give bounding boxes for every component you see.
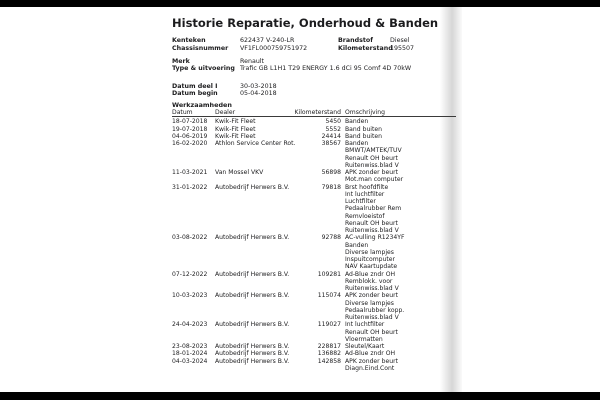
cell-kilometerstand: 228817 bbox=[317, 343, 341, 350]
cell-kilometerstand: 5450 bbox=[325, 118, 341, 126]
table-row bbox=[172, 169, 456, 184]
cell-kilometerstand: 38567 bbox=[321, 140, 341, 147]
omschrijving-line: Luchtfilter bbox=[345, 198, 376, 205]
table-row bbox=[172, 292, 456, 321]
cell-datum: 11-03-2021 bbox=[172, 169, 208, 176]
datum-deel1-label: Datum deel I bbox=[172, 83, 218, 90]
letterbox-top-bar bbox=[0, 0, 600, 7]
omschrijving-line: Pedaalrubber Rem bbox=[345, 205, 402, 213]
omschrijving-line: APK zonder beurt bbox=[345, 169, 398, 176]
omschrijving-line: Sleutel/Kaart bbox=[345, 343, 385, 350]
werkzaamheden-table bbox=[172, 109, 456, 372]
cell-kilometerstand: 92788 bbox=[321, 234, 341, 242]
cell-kilometerstand: 109281 bbox=[317, 270, 341, 278]
table-row bbox=[172, 358, 456, 373]
omschrijving-line: Diagn.Eind.Cont bbox=[345, 364, 395, 372]
cell-omschrijving bbox=[341, 292, 456, 321]
table-row bbox=[172, 140, 456, 169]
cell-datum: 10-03-2023 bbox=[172, 292, 208, 300]
table-row bbox=[172, 126, 456, 133]
cell-datum: 31-01-2022 bbox=[172, 183, 208, 191]
cell-omschrijving bbox=[341, 321, 456, 343]
omschrijving-line: Int luchtfilter bbox=[345, 190, 385, 198]
cell-omschrijving bbox=[341, 133, 456, 140]
cell-dealer: Autobedrijf Herwers B.V. bbox=[215, 292, 290, 300]
omschrijving-line: NAV Kaartupdate bbox=[345, 263, 398, 271]
omschrijving-line: Ruitenwiss.blad V bbox=[345, 227, 399, 234]
omschrijving-line: AC-vulling R1234YF bbox=[345, 234, 405, 242]
cell-omschrijving bbox=[341, 358, 456, 373]
cell-omschrijving bbox=[341, 126, 456, 133]
table-row bbox=[172, 234, 456, 270]
omschrijving-line: Diverse lampjes bbox=[345, 248, 394, 256]
cell-kilometerstand: 5552 bbox=[325, 125, 341, 133]
omschrijving-line: Int luchtfilter bbox=[345, 321, 385, 329]
col-header-kilometerstand: Kilometerstand bbox=[294, 109, 341, 116]
cell-dealer: Kwik-Fit Fleet bbox=[215, 125, 256, 133]
table-row bbox=[172, 184, 456, 235]
cell-omschrijving bbox=[341, 271, 456, 293]
omschrijving-line: Pedaalrubber kopp. bbox=[345, 306, 405, 314]
table-row bbox=[172, 321, 456, 343]
col-header-datum: Datum bbox=[172, 109, 193, 116]
omschrijving-line: BMWT/AMTEK/TUV bbox=[345, 147, 402, 155]
cell-dealer: Autobedrijf Herwers B.V. bbox=[215, 321, 290, 329]
table-row bbox=[172, 118, 456, 125]
omschrijving-line: Mot.man computer bbox=[345, 176, 404, 184]
cell-omschrijving bbox=[341, 118, 456, 125]
omschrijving-line: Ad-Blue zndr OH bbox=[345, 270, 396, 278]
table-body bbox=[172, 118, 456, 372]
page-title: Historie Reparatie, Onderhoud & Banden bbox=[172, 16, 439, 30]
cell-kilometerstand: 56898 bbox=[321, 169, 341, 176]
omschrijving-line: Banden bbox=[345, 118, 369, 126]
chassisnummer-label: Chassisnummer bbox=[172, 45, 229, 52]
cell-kilometerstand: 79818 bbox=[321, 183, 341, 191]
cell-datum: 16-02-2020 bbox=[172, 140, 208, 147]
cell-dealer: Kwik-Fit Fleet bbox=[215, 118, 256, 126]
omschrijving-line: Vloermatten bbox=[345, 335, 383, 343]
cell-datum: 24-04-2023 bbox=[172, 321, 208, 329]
cell-kilometerstand: 136882 bbox=[317, 350, 341, 358]
cell-dealer: Autobedrijf Herwers B.V. bbox=[215, 357, 290, 365]
omschrijving-line: APK zonder beurt bbox=[345, 357, 398, 365]
letterbox-bottom-bar bbox=[0, 392, 600, 400]
kilometerstand-label: Kilometerstand bbox=[338, 45, 393, 52]
table-row bbox=[172, 343, 456, 350]
cell-omschrijving bbox=[341, 169, 456, 184]
cell-kilometerstand: 115074 bbox=[317, 292, 341, 300]
cell-dealer: Van Mossel VKV bbox=[215, 169, 264, 176]
omschrijving-line: Renault OH beurt bbox=[345, 328, 398, 336]
cell-dealer: Autobedrijf Herwers B.V. bbox=[215, 270, 290, 278]
cell-datum: 04-06-2019 bbox=[172, 132, 208, 140]
omschrijving-line: Ruitenwiss.blad V bbox=[345, 285, 399, 292]
omschrijving-line: Ruitenwiss.blad V bbox=[345, 161, 399, 169]
cell-datum: 23-08-2023 bbox=[172, 343, 208, 350]
type-label: Type & uitvoering bbox=[172, 65, 235, 72]
table-row bbox=[172, 133, 456, 140]
kilometerstand-value: 195507 bbox=[390, 45, 415, 52]
omschrijving-line: Ruitenwiss.blad V bbox=[345, 314, 399, 321]
datum-deel1-value: 30-03-2018 bbox=[240, 83, 277, 90]
col-header-dealer: Dealer bbox=[215, 109, 236, 116]
omschrijving-line: Band buiten bbox=[345, 125, 383, 133]
cell-datum: 04-03-2024 bbox=[172, 357, 208, 365]
datum-begin-label: Datum begin bbox=[172, 90, 218, 97]
merk-value: Renault bbox=[240, 58, 265, 65]
cell-datum: 19-07-2018 bbox=[172, 125, 208, 133]
brandstof-label: Brandstof bbox=[338, 37, 373, 44]
cell-dealer: Athlon Service Center Rot. bbox=[215, 140, 296, 147]
col-header-omschrijving: Omschrijving bbox=[345, 109, 386, 116]
cell-dealer: Autobedrijf Herwers B.V. bbox=[215, 234, 290, 242]
omschrijving-line: Banden bbox=[345, 241, 369, 249]
cell-datum: 03-08-2022 bbox=[172, 234, 208, 242]
omschrijving-line: APK zonder beurt bbox=[345, 292, 398, 300]
table-row bbox=[172, 350, 456, 357]
kenteken-value: 622437 V-240-LR bbox=[240, 37, 295, 44]
type-value: Trafic GB L1H1 T29 ENERGY 1.6 dCi 95 Comf 4D 70kW bbox=[240, 65, 412, 72]
table-header-row bbox=[172, 109, 456, 117]
omschrijving-line: Ad-Blue zndr OH bbox=[345, 350, 396, 358]
cell-omschrijving bbox=[341, 350, 456, 357]
omschrijving-line: Renault OH beurt bbox=[345, 154, 398, 162]
merk-label: Merk bbox=[172, 58, 190, 65]
cell-omschrijving bbox=[341, 234, 456, 270]
cell-dealer: Autobedrijf Herwers B.V. bbox=[215, 343, 290, 350]
cell-dealer: Kwik-Fit Fleet bbox=[215, 132, 256, 140]
cell-datum: 07-12-2022 bbox=[172, 270, 208, 278]
cell-dealer: Autobedrijf Herwers B.V. bbox=[215, 183, 290, 191]
omschrijving-line: Renault OH beurt bbox=[345, 219, 398, 227]
cell-kilometerstand: 24414 bbox=[321, 132, 341, 140]
kenteken-label: Kenteken bbox=[172, 37, 206, 44]
cell-datum: 18-01-2024 bbox=[172, 350, 208, 358]
omschrijving-line: Brst hoofdfilte bbox=[345, 183, 389, 191]
cell-kilometerstand: 142858 bbox=[317, 357, 341, 365]
datum-begin-value: 05-04-2018 bbox=[240, 90, 277, 97]
table-row bbox=[172, 271, 456, 293]
cell-omschrijving bbox=[341, 184, 456, 235]
cell-kilometerstand: 119027 bbox=[317, 321, 341, 329]
omschrijving-line: Remvloeistof bbox=[345, 212, 385, 220]
cell-datum: 18-07-2018 bbox=[172, 118, 208, 126]
cell-omschrijving bbox=[341, 343, 456, 350]
omschrijving-line: Inspuitcomputer bbox=[345, 256, 396, 263]
cell-omschrijving bbox=[341, 140, 456, 169]
omschrijving-line: Band buiten bbox=[345, 132, 383, 140]
omschrijving-line: Diverse lampjes bbox=[345, 299, 394, 307]
omschrijving-line: Remblokk. voor bbox=[345, 277, 393, 285]
cell-dealer: Autobedrijf Herwers B.V. bbox=[215, 350, 290, 358]
brandstof-value: Diesel bbox=[390, 37, 410, 44]
chassisnummer-value: VF1FL000759751972 bbox=[240, 45, 308, 52]
omschrijving-line: Banden bbox=[345, 140, 369, 147]
werkzaamheden-section-title: Werkzaamheden bbox=[172, 101, 232, 109]
